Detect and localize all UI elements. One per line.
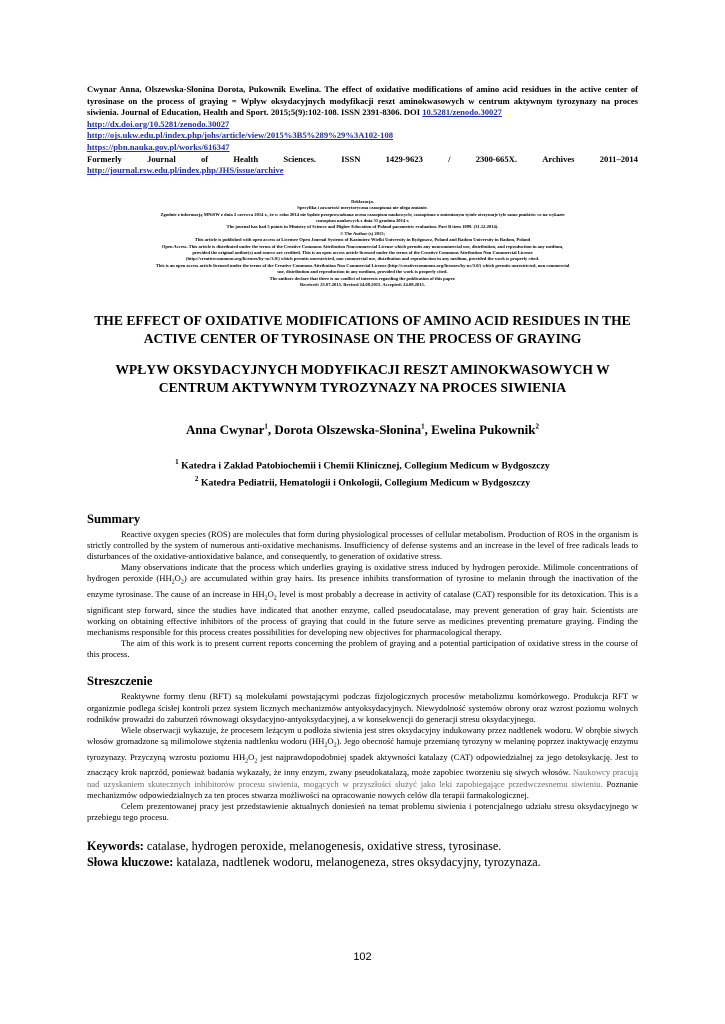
formerly-line: Formerly Journal of Health Sciences. ISSN 1429-9623 / 2300-665X. Archives 2011–2014 xyxy=(87,153,638,164)
dx-doi-link[interactable]: http://dx.doi.org/10.5281/zenodo.30027 xyxy=(87,118,230,129)
keywords-en: Keywords: catalase, hydrogen peroxide, melanogenesis, oxidative stress, tyrosinase. xyxy=(87,838,502,853)
summary-paragraph: The aim of this work is to present current reports concerning the problem of graying and a potential participation of oxidative stress in the course of this process. xyxy=(87,638,638,660)
note-line: Received: 25.07.2015. Revised 24.08.2015. Accepted: 24.08.2015. xyxy=(299,282,426,288)
archive-link[interactable]: http://journal.rsw.edu.pl/index.php/JHS/issue/archive xyxy=(87,165,284,176)
streszczenie-paragraph: Wiele obserwacji wykazuje, że procesem leżącym u podłoża siwienia jest stres oksydacyjny indukowany przez nadtlenek wodoru. W obrębie siwych włosów gromadzone są milimolowe stężenia nadtlenku wodoru $(HH_2O_2)$. Jego obecność hamuje przemianę tyrozyny w melaninę poprzez inaktywację enzymu tyrozynazy. Przyczyną wzrostu poziomu $HH_2O_2$ jest najprawdopodobniej spadek aktywności katalazy (CAT) odpowiedzialnej za jego detoksykację. Jest to znaczący krok naprzód, ponieważ badania wykazały, że inny enzym, zwany pseudokatalazą, może zapobiec tworzeniu się siwych włosów. Naukowcy pracują nad uzyskaniem skutecznych inhibitorów procesu siwienia, mogących w przyszłości służyć jako leki zapobiegające przedwczesnemu siwieniu. Poznanie mechanizmów odpowiedzialnych za ten proces stwarza możliwości na opracowanie nowych celów dla terapii farmakologicznej. xyxy=(87,724,639,800)
note-line: czasopism naukowych z dnia 31 grudnia 2014 r. xyxy=(315,217,410,223)
note-line: provided the original author(s) and source are credited. This is an open access article licensed under the terms of the Creative Commons Attribution Non Commercial License xyxy=(192,250,533,255)
note-line: © The Author (s) 2015; xyxy=(339,230,386,236)
streszczenie-paragraph: Reaktywne formy tlenu (RFT) są molekułami powstającymi podczas fizjologicznych procesów metabolizmu komórkowego. Produkcja RFT w organizmie podlega ścisłej kontroli przez system licznych mechanizmów antyoksydacyjnych. Niewydolność systemów obrony oraz wzrost poziomu wolnych rodników prowadzi do zaburzeń równowagi oksydacyjno-antyoksydacyjnej, a w konsekwencji do generacji stresu oksydacyjnego. xyxy=(87,691,638,724)
affiliation: $^1$ Katedra i Zakład Patobiochemii i Chemii Klinicznej, Collegium Medicum w Bydgoszczy xyxy=(175,458,550,472)
keywords-pl: Słowa kluczowe: katalaza, nadtlenek wodoru, melanogeneza, stres oksydacyjny, tyrozynaza. xyxy=(87,854,541,869)
summary-heading: Summary xyxy=(87,511,141,526)
note-line: The journal has had 5 points in Ministry of Science and Higher Education of Poland parametric evaluation. Part B item 1089. (31.12.2014). xyxy=(226,224,499,230)
title-polish: WPŁYW OKSYDACYJNYCH MODYFIKACJI RESZT AMINOKWASOWYCH W CENTRUM AKTYWNYM TYROZYNAZY NA PROCES SIWIENIA xyxy=(115,362,610,395)
author-name: Anna Cwynar xyxy=(185,422,265,438)
doi-link[interactable]: 10.5281/zenodo.30027 xyxy=(422,107,502,118)
license-notes xyxy=(87,199,638,289)
streszczenie-paragraph: Celem prezentowanej pracy jest przedstawienie aktualnych doniesień na temat problemu siwienia i potencjalnego udziału stresu oksydacyjnego w przebiegu tego procesu. xyxy=(87,800,638,822)
affiliation: $^2$ Katedra Pediatrii, Hematologii i Onkologii, Collegium Medicum w Bydgoszczy xyxy=(194,475,531,489)
streszczenie-heading: Streszczenie xyxy=(87,674,153,689)
note-line: The authors declare that there is no conflict of interests regarding the publication of this paper. xyxy=(269,275,456,281)
note-line: This article is published with open access at Licensee Open Journal Systems of Kazimierz Wielki University in Bydgoszcz, Poland and Radom University in Radom, Poland xyxy=(194,237,531,243)
page-number: 102 xyxy=(353,951,372,963)
summary-paragraph: Many observations indicate that the process which underlies graying is oxidative stress induced by hydrogen peroxide. Milimole concentrations of hydrogen peroxide $(HH_2O_2)$ are accumulated within gray hairs. Its presence inhibits transformation of tyrosine to melanin through the inactivation of the enzyme tyrosinase. The cause of an increase in $HH_2O_2$ level is most probably a decrease in activity of catalase (CAT) responsible for its detoxication. This is a significant step forward, since the studies have indicated that another enzyme, called pseudocatalase, may prevent generation of gray hair. Scientists are working on obtaining effective inhibitors of the process of graying that could in the future serve as medicines preventing premature graying. Finding the mechanisms responsible for this process creates possibilities for developing new objectives for pharmacological therapy. xyxy=(87,562,639,638)
note-line: (http://creativecommons.org/licenses/by-nc/3.0/) which permits unrestricted, non commercial use, distribution and reproduction in any medium, provided the work is properly cited. xyxy=(185,256,540,262)
note-line: This is an open access article licensed under the terms of the Creative Commons Attribution Non Commercial License (http://creativecommons.org/licenses/by-nc/3.0/) which permits unrestricted, non commercial xyxy=(155,262,570,268)
author-name: Ewelina Pukownik xyxy=(431,422,536,438)
citation-text: Cwynar Anna, Olszewska-Słonina Dorota, Pukownik Ewelina. The effect of oxidative modifications of amino acid residues in the active center of tyrosinase on the process of graying = Wpływ oksydacyjnych modyfikacji reszt aminokwasowych w centrum aktywnym tyrozynazy na proces siwienia. Journal of Education, Health and Sport. 2015;5(9):102-108. ISSN 2391-8306. DOI 10.5281/zenodo.30027 xyxy=(87,84,638,118)
note-line: Specyfika i zawartość merytoryczna czasopisma nie ulega zmianie. xyxy=(297,205,428,211)
article-page xyxy=(87,84,638,870)
note-line: Open Access. This article is distributed under the terms of the Creative Commons Attribution Noncommercial License which permits any noncommercial use, distribution, and reproduction in any medium, xyxy=(161,243,564,249)
citation-block xyxy=(87,84,638,177)
note-line: Deklaracja. xyxy=(351,198,374,204)
note-line: use, distribution and reproduction in any medium, provided the work is properly cited. xyxy=(277,269,448,275)
affiliations xyxy=(87,456,638,490)
title-english: THE EFFECT OF OXIDATIVE MODIFICATIONS OF AMINO ACID RESIDUES IN THE ACTIVE CENTER OF TYROSINASE ON THE PROCESS OF GRAYING xyxy=(94,313,631,346)
author-list: Anna Cwynar$^1$, Dorota Olszewska-Słonina$^1$, Ewelina Pukownik$^2$ xyxy=(185,422,540,438)
grey-sentence: Naukowcy pracują nad uzyskaniem skutecznych inhibitorów procesu siwienia, mogących w przyszłości służyć jako leki zapobiegające przedwczesnemu siwieniu. xyxy=(87,767,639,789)
note-line: Zgodnie z informacją MNiSW z dnia 2 czerwca 2014 r., że w roku 2014 nie będzie przeprowadzana ocena czasopism naukowych; czasopismo o zmienionym tytule otrzymuje tyle samo punktów co na wykazie xyxy=(160,211,565,217)
keywords-block xyxy=(87,839,638,870)
summary-paragraph: Reactive oxygen species (ROS) are molecules that form during physiological processes of cellular metabolism. Production of ROS in the organism is strictly controlled by the system of numerous anti-oxidative mechanisms. Insufficiency of defense systems and an increase in the level of free radicals leads to disturbances of the oxidative-antioxidative balance, and consequently, to generation of oxidative stress. xyxy=(87,528,638,562)
ojs-article-link[interactable]: http://ojs.ukw.edu.pl/index.php/johs/article/view/2015%3B5%289%29%3A102-108 xyxy=(87,130,394,141)
pbn-link[interactable]: https://pbn.nauka.gov.pl/works/616347 xyxy=(87,141,230,152)
author-name: Dorota Olszewska-Słonina xyxy=(274,422,422,438)
